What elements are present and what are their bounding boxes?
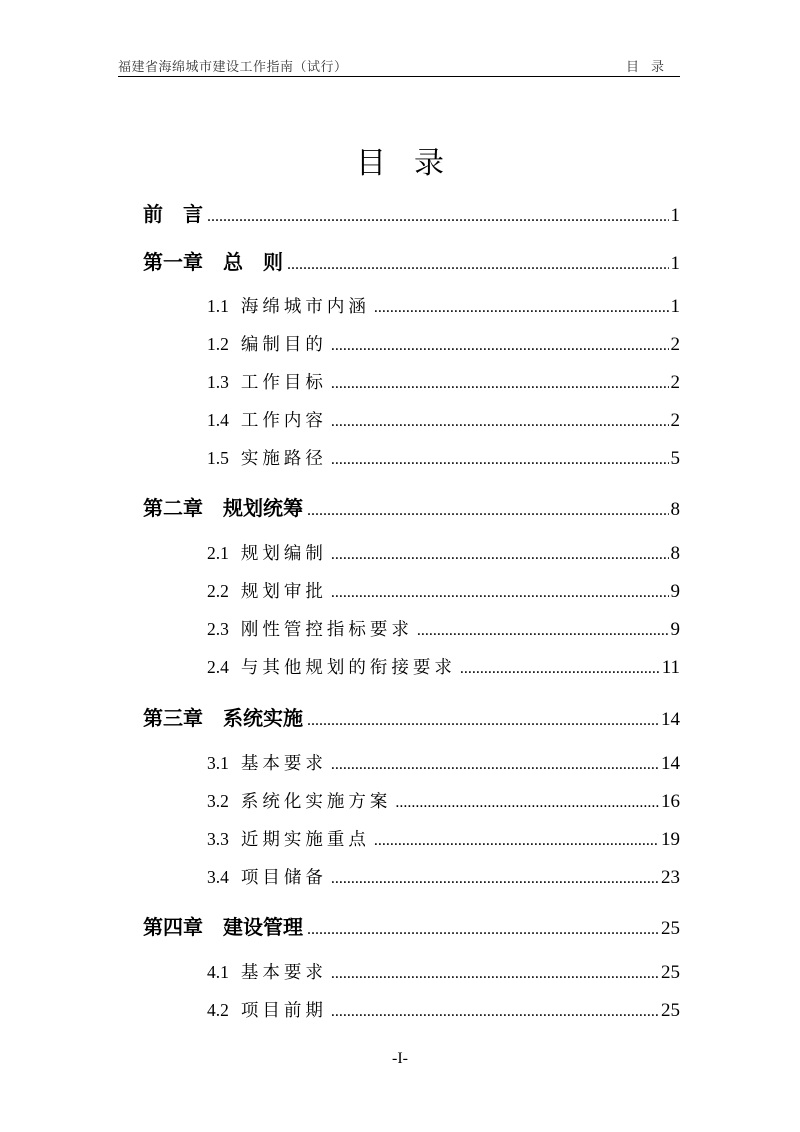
toc-section-entry[interactable] (207, 864, 680, 889)
toc-section-entry[interactable] (207, 540, 680, 565)
toc-dot-leader (331, 335, 669, 351)
toc-entry-label: 第四章 建设管理 (143, 915, 303, 939)
toc-dot-leader (331, 373, 669, 389)
toc-entry-number: 1.1 (207, 296, 229, 316)
toc-entry-label: 前 言 (143, 202, 203, 226)
toc-entry-label: 项目前期 (240, 1001, 327, 1021)
toc-entry-page-number: 14 (661, 753, 680, 774)
toc-entry-page-number: 14 (661, 709, 680, 730)
toc-entry-label: 近期实施重点 (240, 830, 370, 850)
toc-entry-number: 1.4 (207, 410, 229, 430)
toc-dot-leader (417, 620, 669, 636)
toc-entry-number: 2.2 (207, 581, 229, 601)
toc-entry-label: 海绵城市内涵 (240, 297, 370, 317)
toc-dot-leader (207, 206, 669, 222)
header-section-title: 目录 (625, 60, 676, 75)
toc-entry-page-number: 1 (670, 296, 680, 317)
toc-dot-leader (331, 411, 669, 427)
toc-chapter-entry[interactable] (143, 911, 680, 940)
toc-chapter-entry[interactable] (143, 198, 680, 227)
toc-entry-label: 规划审批 (240, 582, 327, 602)
toc-entry-page-number: 9 (670, 581, 680, 602)
toc-dot-leader (331, 963, 659, 979)
toc-entry-page-number: 11 (661, 657, 680, 678)
toc-entry-label: 实施路径 (240, 449, 327, 469)
toc-entry-number: 1.3 (207, 372, 229, 392)
toc-section-entry[interactable] (207, 997, 680, 1022)
toc-section-entry[interactable] (207, 654, 680, 679)
toc-entry-number: 1.2 (207, 334, 229, 354)
running-header (118, 54, 680, 77)
toc-entry-label: 规划编制 (240, 544, 327, 564)
toc-section-entry[interactable] (207, 788, 680, 813)
toc-dot-leader (460, 658, 660, 674)
toc-entry-page-number: 1 (670, 205, 680, 226)
toc-dot-leader (331, 1001, 659, 1017)
toc-dot-leader (331, 868, 659, 884)
toc-dot-leader (287, 254, 669, 270)
toc-entry-number: 4.1 (207, 962, 229, 982)
toc-section-entry[interactable] (207, 578, 680, 603)
toc-section-entry[interactable] (207, 407, 680, 432)
toc-entry-label: 第一章 总 则 (143, 250, 283, 274)
toc-section-entry[interactable] (207, 616, 680, 641)
toc-entry-page-number: 16 (661, 791, 680, 812)
toc-entry-page-number: 19 (661, 829, 680, 850)
toc-entry-label: 第三章 系统实施 (143, 706, 303, 730)
toc-dot-leader (374, 830, 659, 846)
toc-entry-page-number: 2 (670, 334, 680, 355)
toc-entry-number: 1.5 (207, 448, 229, 468)
page-number: -I- (392, 1050, 408, 1067)
toc-entry-page-number: 1 (670, 253, 680, 274)
toc-entry-page-number: 23 (661, 867, 680, 888)
toc-dot-leader (395, 792, 659, 808)
toc-chapter-entry[interactable] (143, 702, 680, 731)
toc-entry-page-number: 2 (670, 410, 680, 431)
toc-dot-leader (307, 710, 659, 726)
toc-entry-number: 3.4 (207, 867, 229, 887)
toc-entry-page-number: 25 (661, 918, 680, 939)
toc-entry-page-number: 8 (670, 499, 680, 520)
toc-entry-number: 2.1 (207, 543, 229, 563)
toc-entry-label: 工作内容 (240, 411, 327, 431)
toc-entry-number: 3.1 (207, 753, 229, 773)
toc-entry-label: 刚性管控指标要求 (240, 620, 413, 640)
toc-entry-label: 工作目标 (240, 373, 327, 393)
toc-dot-leader (374, 297, 669, 313)
toc-dot-leader (331, 544, 669, 560)
toc-section-entry[interactable] (207, 959, 680, 984)
page-title: 目录 (356, 146, 472, 181)
toc-entry-number: 3.2 (207, 791, 229, 811)
toc-entry-label: 基本要求 (240, 754, 327, 774)
toc-entry-label: 编制目的 (240, 335, 327, 355)
toc-chapter-entry[interactable] (143, 246, 680, 275)
toc-entry-page-number: 9 (670, 619, 680, 640)
toc-section-entry[interactable] (207, 445, 680, 470)
toc-entry-label: 系统化实施方案 (240, 792, 392, 812)
toc-section-entry[interactable] (207, 293, 680, 318)
toc-entry-number: 3.3 (207, 829, 229, 849)
toc-entry-number: 4.2 (207, 1000, 229, 1020)
toc-dot-leader (331, 582, 669, 598)
header-document-title: 福建省海绵城市建设工作指南（试行） (118, 60, 348, 75)
toc-section-entry[interactable] (207, 826, 680, 851)
toc-dot-leader (307, 919, 659, 935)
toc-entry-page-number: 8 (670, 543, 680, 564)
toc-entry-number: 2.3 (207, 619, 229, 639)
toc-entry-label: 与其他规划的衔接要求 (240, 658, 456, 678)
toc-entry-page-number: 5 (670, 448, 680, 469)
toc-entry-number: 2.4 (207, 657, 229, 677)
toc-chapter-entry[interactable] (143, 492, 680, 521)
toc-dot-leader (331, 449, 669, 465)
toc-section-entry[interactable] (207, 369, 680, 394)
toc-entry-label: 第二章 规划统筹 (143, 496, 303, 520)
toc-entry-page-number: 25 (661, 1000, 680, 1021)
toc-section-entry[interactable] (207, 750, 680, 775)
toc-entry-label: 项目储备 (240, 868, 327, 888)
toc-dot-leader (331, 754, 659, 770)
toc-dot-leader (307, 500, 669, 516)
toc-entry-page-number: 25 (661, 962, 680, 983)
toc-section-entry[interactable] (207, 331, 680, 356)
toc-entry-page-number: 2 (670, 372, 680, 393)
toc-entry-label: 基本要求 (240, 963, 327, 983)
